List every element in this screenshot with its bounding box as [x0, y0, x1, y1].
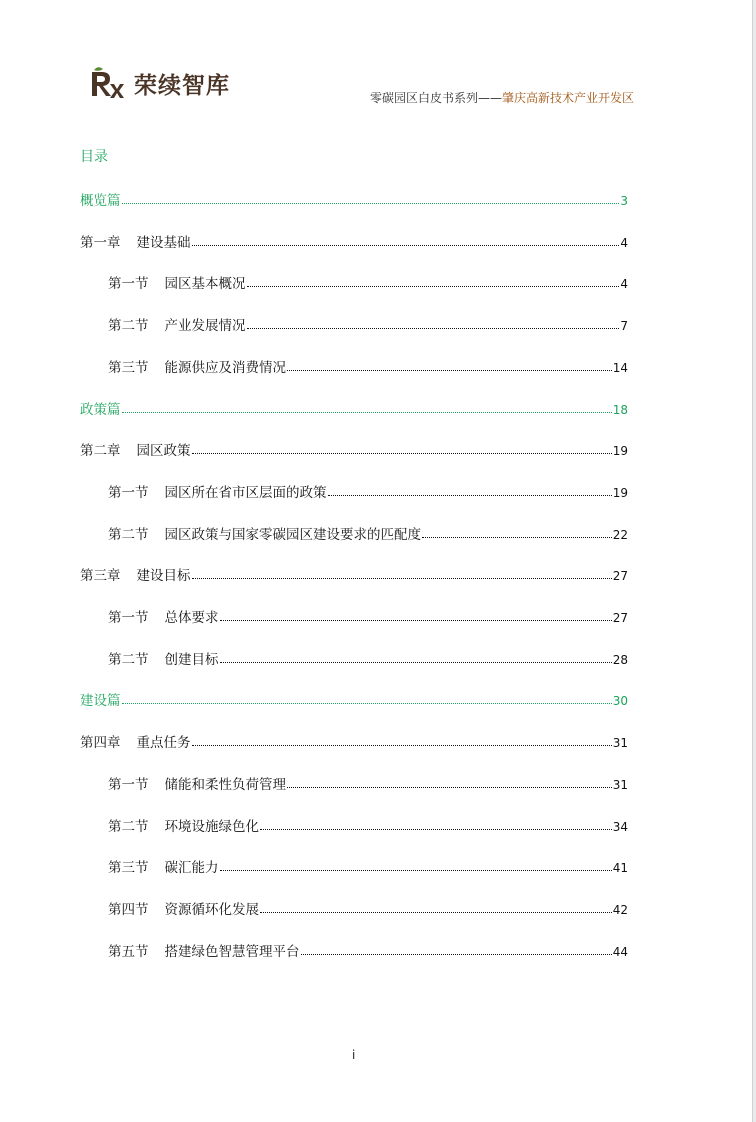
toc-entry-page: 18: [612, 403, 628, 417]
toc-title: 目录: [80, 149, 108, 165]
subject-title: 肇庆高新技术产业开发区: [501, 91, 634, 105]
toc-entry[interactable]: [80, 398, 628, 418]
toc-entry-label: 搭建绿色智慧管理平台: [164, 944, 300, 960]
toc-entry-page: 41: [612, 861, 628, 875]
dot-leader: [220, 619, 612, 621]
toc-entry-label: 园区所在省市区层面的政策: [164, 485, 327, 501]
dot-leader: [192, 452, 612, 454]
toc-entry[interactable]: [108, 314, 628, 334]
toc-entry-label: 环境设施绿色化: [164, 819, 259, 835]
toc-entry[interactable]: [80, 689, 628, 709]
toc-entry[interactable]: [80, 189, 628, 209]
toc-entry-number: 第二节: [108, 652, 149, 668]
toc-entry-page: 7: [620, 319, 628, 333]
toc-entry-number: 第四章: [80, 735, 121, 751]
toc-entry-number: 第一节: [108, 610, 149, 626]
dot-leader: [192, 744, 612, 746]
toc-entry-number: 第二节: [108, 318, 149, 334]
toc-entry-label: 园区基本概况: [164, 276, 246, 292]
toc-entry[interactable]: [108, 523, 628, 543]
toc-entry-number: 第二节: [108, 819, 149, 835]
toc-entry-page: 22: [612, 528, 628, 542]
dot-leader: [287, 786, 612, 788]
toc-entry[interactable]: [80, 731, 628, 751]
toc-entry-page: 27: [612, 569, 628, 583]
toc-entry-label: 能源供应及消费情况: [164, 360, 286, 376]
toc-entry-page: 44: [612, 945, 628, 959]
toc-entry[interactable]: [108, 773, 628, 793]
toc-entry-number: 第三节: [108, 360, 149, 376]
toc-entry-number: 第四节: [108, 902, 149, 918]
toc-entry-label: 产业发展情况: [164, 318, 246, 334]
toc-entry-page: 42: [612, 903, 628, 917]
toc-entry-label: 建设目标: [136, 568, 191, 584]
dot-leader: [260, 911, 612, 913]
toc-entry-number: 第一节: [108, 777, 149, 793]
series-title: 零碳园区白皮书系列——: [369, 91, 502, 105]
toc-entry-page: 34: [612, 820, 628, 834]
toc-entry[interactable]: [108, 940, 628, 960]
toc-entry-label: 创建目标: [164, 652, 219, 668]
series-header: [370, 89, 634, 106]
toc-entry-label: 重点任务: [136, 735, 191, 751]
toc-entry-label: 建设篇: [80, 693, 121, 709]
dot-leader: [192, 244, 620, 246]
dot-leader: [247, 327, 620, 329]
dot-leader: [422, 536, 612, 538]
dot-leader: [122, 702, 612, 704]
toc-entry-label: 碳汇能力: [164, 860, 219, 876]
toc-entry-number: 第二章: [80, 443, 121, 459]
toc-entry-page: 27: [612, 611, 628, 625]
toc-entry-page: 28: [612, 653, 628, 667]
toc-entry[interactable]: [108, 606, 628, 626]
toc-entry[interactable]: [80, 439, 628, 459]
toc-entry-page: 4: [620, 236, 628, 250]
toc-entry[interactable]: [108, 856, 628, 876]
toc-entry[interactable]: [108, 815, 628, 835]
toc-entry-label: 总体要求: [164, 610, 219, 626]
dot-leader: [220, 869, 612, 871]
toc-entry[interactable]: [108, 356, 628, 376]
dot-leader: [260, 828, 612, 830]
toc-entry-label: 园区政策与国家零碳园区建设要求的匹配度: [164, 527, 421, 543]
toc-entry-page: 3: [620, 194, 628, 208]
toc-entry-page: 14: [612, 361, 628, 375]
toc-entry-number: 第二节: [108, 527, 149, 543]
toc-entry-page: 31: [612, 778, 628, 792]
dot-leader: [122, 411, 612, 413]
toc-entry[interactable]: [80, 564, 628, 584]
dot-leader: [192, 577, 612, 579]
dot-leader: [122, 202, 620, 204]
toc-entry-number: 第一节: [108, 485, 149, 501]
brand-logo: [88, 66, 230, 100]
dot-leader: [247, 285, 620, 287]
toc-entry-number: 第三节: [108, 860, 149, 876]
toc-entry-number: 第一节: [108, 276, 149, 292]
toc-entry[interactable]: [108, 898, 628, 918]
toc-entry-page: 31: [612, 736, 628, 750]
toc-entry-number: 第一章: [80, 235, 121, 251]
dot-leader: [328, 494, 612, 496]
toc-entry[interactable]: [108, 481, 628, 501]
brand-name: 荣续智库: [134, 72, 230, 99]
toc-entry-number: 第五节: [108, 944, 149, 960]
dot-leader: [220, 661, 612, 663]
toc-entry-page: 30: [612, 694, 628, 708]
page-number: i: [352, 1048, 356, 1062]
toc-entry-label: 储能和柔性负荷管理: [164, 777, 286, 793]
toc-entry-label: 概览篇: [80, 193, 121, 209]
toc-entry-label: 园区政策: [136, 443, 191, 459]
toc-entry[interactable]: [108, 648, 628, 668]
toc-entry-page: 4: [620, 277, 628, 291]
toc-entry-label: 政策篇: [80, 402, 121, 418]
toc-entry-page: 19: [612, 486, 628, 500]
rx-logo-icon: [88, 66, 126, 100]
dot-leader: [287, 369, 612, 371]
toc-entry-number: 第三章: [80, 568, 121, 584]
toc-entry-page: 19: [612, 444, 628, 458]
toc-entry-label: 资源循环化发展: [164, 902, 259, 918]
toc-entry-label: 建设基础: [136, 235, 191, 251]
toc-entry[interactable]: [108, 272, 628, 292]
toc-entry[interactable]: [80, 231, 628, 251]
dot-leader: [301, 953, 612, 955]
